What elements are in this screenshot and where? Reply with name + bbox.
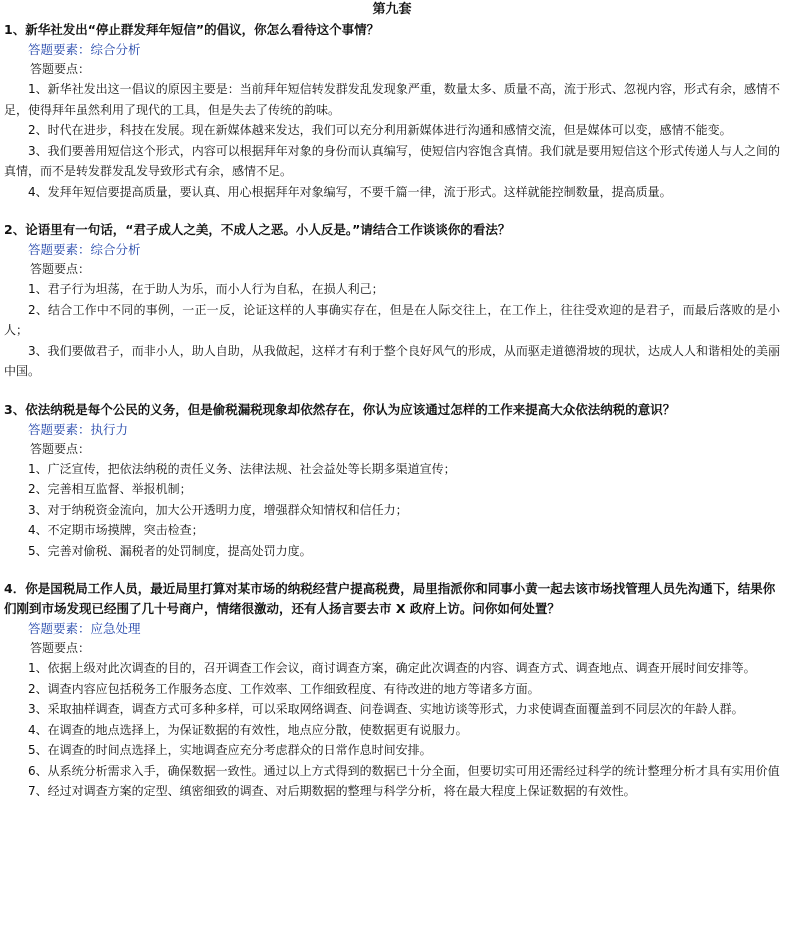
answer-points-label: 答题要点： [30,441,91,456]
answer-point: 4、不定期市场摸牌，突击检查； [28,523,204,537]
answer-point: 6、从系统分析需求入手，确保数据一致性。通过以上方式得到的数据已十分全面，但要切实可用还需经过科学的统计整理分析才具有实用价值 [28,763,780,778]
answer-points-label: 答题要点： [30,641,91,655]
question-text: 2、论语里有一句话，“君子成人之美，不成人之恶。小人反是。”请结合工作谈谈你的看法？ [4,222,511,237]
question-section-2 [4,220,780,382]
answer-point: 2、结合工作中不同的事例，一正一反，论证这样的人事确实存在，但是在人际交往上，在工作上，往往受欢迎的是君子，而最后落败的是小人； [4,302,780,337]
answer-point: 1、依据上级对此次调查的目的，召开调查工作会议，商讨调查方案，确定此次调查的内容、调查方式、调查地点、调查开展时间安排等。 [28,661,756,675]
answer-point: 4、发拜年短信要提高质量，要认真、用心根据拜年对象编写，不要千篇一律，流于形式。这样就能控制数量，提高质量。 [28,184,672,199]
question-section-1 [4,20,780,202]
answer-points-label: 答题要点： [30,62,91,76]
answer-requirement: 答题要素：综合分析 [28,242,141,257]
answer-point: 1、广泛宣传，把依法纳税的责任义务、法律法规、社会益处等长期多渠道宣传； [28,461,456,476]
answer-requirement: 答题要素：执行力 [28,421,129,437]
answer-point: 5、完善对偷税、漏税者的处罚制度，提高处罚力度。 [28,543,312,558]
answer-requirement: 答题要素：综合分析 [28,42,141,57]
answer-point: 2、时代在进步，科技在发展。现在新媒体越来发达，我们可以充分利用新媒体进行沟通和感情交流，但是媒体可以变，感情不能变。 [28,123,732,137]
answer-point: 7、经过对调查方案的定型、缜密细致的调查、对后期数据的整理与科学分析，将在最大程度上保证数据的有效性。 [28,784,636,798]
answer-point: 3、我们要做君子，而非小人，助人自助，从我做起，这样才有利于整个良好风气的形成，从而驱走道德滑坡的现状，达成人人和谐相处的美丽中国。 [4,343,780,378]
answer-point: 4、在调查的地点选择上，为保证数据的有效性，地点应分散，使数据更有说服力。 [28,722,468,737]
answer-point: 3、采取抽样调查，调查方式可多种多样，可以采取网络调查、问卷调查、实地访谈等形式，力求使调查面覆盖到不同层次的年龄人群。 [28,702,744,716]
question-text: 3、依法纳税是每个公民的义务，但是偷税漏税现象却依然存在，你认为应该通过怎样的工作来提高大众依法纳税的意识？ [4,401,676,417]
question-text: 4．你是国税局工作人员，最近局里打算对某市场的纳税经营户提高税费，局里指派你和同事小黄一起去该市场找管理人员先沟通下，结果你们刚到市场发现已经围了几十号商户，情绪很激动，还有人扬言要去市 X 政府上访。问你如何处置？ [4,581,776,616]
document-title: 第九套 [372,2,412,17]
answer-point: 2、调查内容应包括税务工作服务态度、工作效率、工作细致程度、有待改进的地方等诸多方面。 [28,681,540,696]
question-section-3 [4,400,780,562]
answer-point: 5、在调查的时间点选择上，实地调查应充分考虑群众的日常作息时间安排。 [28,743,432,757]
question-section-4 [4,579,780,802]
answer-point: 1、新华社发出这一倡议的原因主要是：当前拜年短信转发群发乱发现象严重，数量太多、质量不高，流于形式、忽视内容，形式有余，感情不足，使得拜年虽然利用了现代的工具，但是失去了传统的韵味。 [4,82,780,117]
answer-point: 3、对于纳税资金流向，加大公开透明力度，增强群众知情权和信任力； [28,502,408,517]
answer-point: 1、君子行为坦荡，在于助人为乐，而小人行为自私，在损人利己； [28,282,384,296]
answer-requirement: 答题要素：应急处理 [28,621,141,636]
answer-points-label: 答题要点： [30,262,91,276]
answer-point: 2、完善相互监督、举报机制； [28,482,192,496]
answer-point: 3、我们要善用短信这个形式，内容可以根据拜年对象的身份而认真编写，使短信内容饱含真情。我们就是要用短信这个形式传递人与人之间的真情，而不是转发群发乱发导致形式有余，感情不足。 [4,143,780,178]
question-text: 1、新华社发出“停止群发拜年短信”的倡议，你怎么看待这个事情？ [4,22,380,37]
